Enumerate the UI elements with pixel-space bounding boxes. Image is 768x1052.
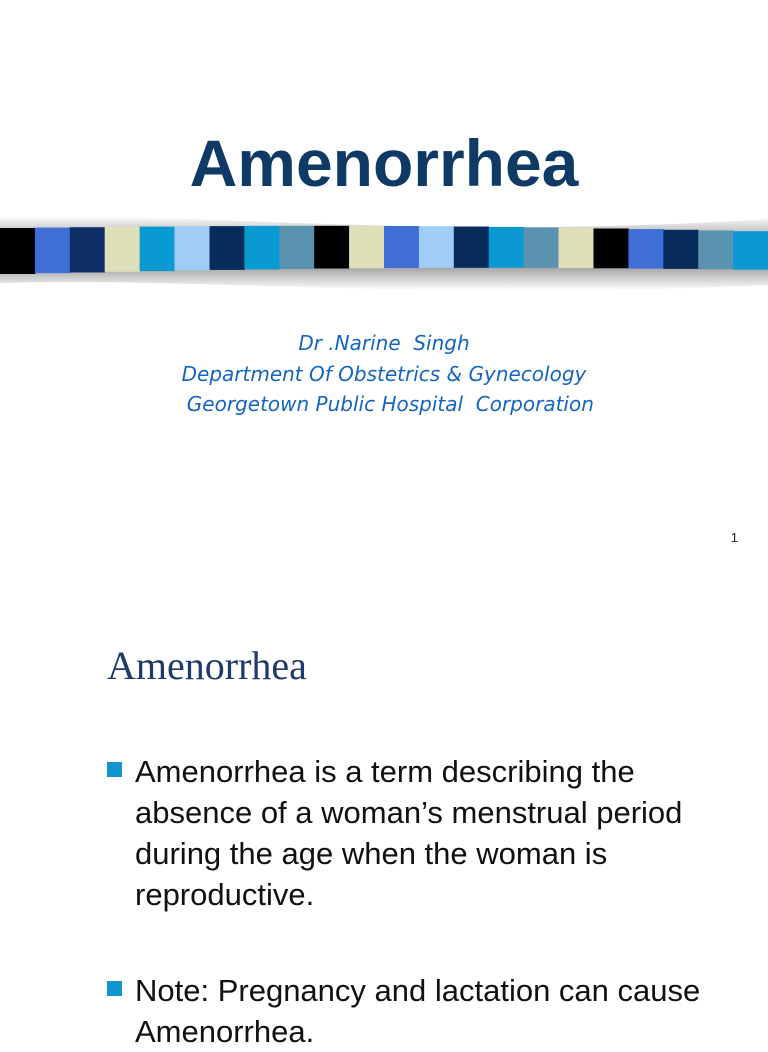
slide-title: Amenorrhea xyxy=(107,643,307,688)
slide-title: Amenorrhea xyxy=(189,126,579,200)
band-block xyxy=(733,231,768,269)
band-block xyxy=(140,227,175,272)
band-block xyxy=(175,226,210,270)
band-block xyxy=(384,226,419,268)
band-block xyxy=(70,227,105,272)
content-slide xyxy=(0,566,768,1049)
band-block xyxy=(349,226,384,268)
bullet-item xyxy=(107,751,757,915)
band-block xyxy=(279,226,314,269)
band-block xyxy=(419,226,454,268)
band-block xyxy=(698,231,733,270)
band-block xyxy=(244,226,279,270)
bullet-text: Note: Pregnancy and lactation can cause Amenorrhea. xyxy=(135,973,701,1049)
bullet-item xyxy=(107,970,757,1052)
band-block xyxy=(210,226,245,270)
decorative-wave-band xyxy=(0,205,768,295)
band-block xyxy=(0,228,35,274)
bullet-text: Amenorrhea is a term describing the absence of a woman’s menstrual period during the age when the woman is reproductive. xyxy=(135,754,683,912)
band-block xyxy=(663,230,698,269)
author-name: Dr .Narine Singh xyxy=(298,331,470,355)
band-block xyxy=(454,227,489,268)
band-block xyxy=(628,229,663,269)
band-block xyxy=(489,227,524,268)
band-block xyxy=(524,227,559,268)
page-number: 1 xyxy=(730,530,738,545)
band-block xyxy=(105,227,140,272)
band-block xyxy=(35,228,70,274)
square-bullet-icon xyxy=(107,762,122,777)
band-block xyxy=(559,228,594,268)
hospital: Georgetown Public Hospital Corporation xyxy=(174,392,594,416)
square-bullet-icon xyxy=(107,981,122,996)
author-affiliation xyxy=(0,328,768,420)
band-block xyxy=(594,229,629,269)
band-block xyxy=(314,226,349,269)
department: Department Of Obstetrics & Gynecology xyxy=(181,361,587,386)
